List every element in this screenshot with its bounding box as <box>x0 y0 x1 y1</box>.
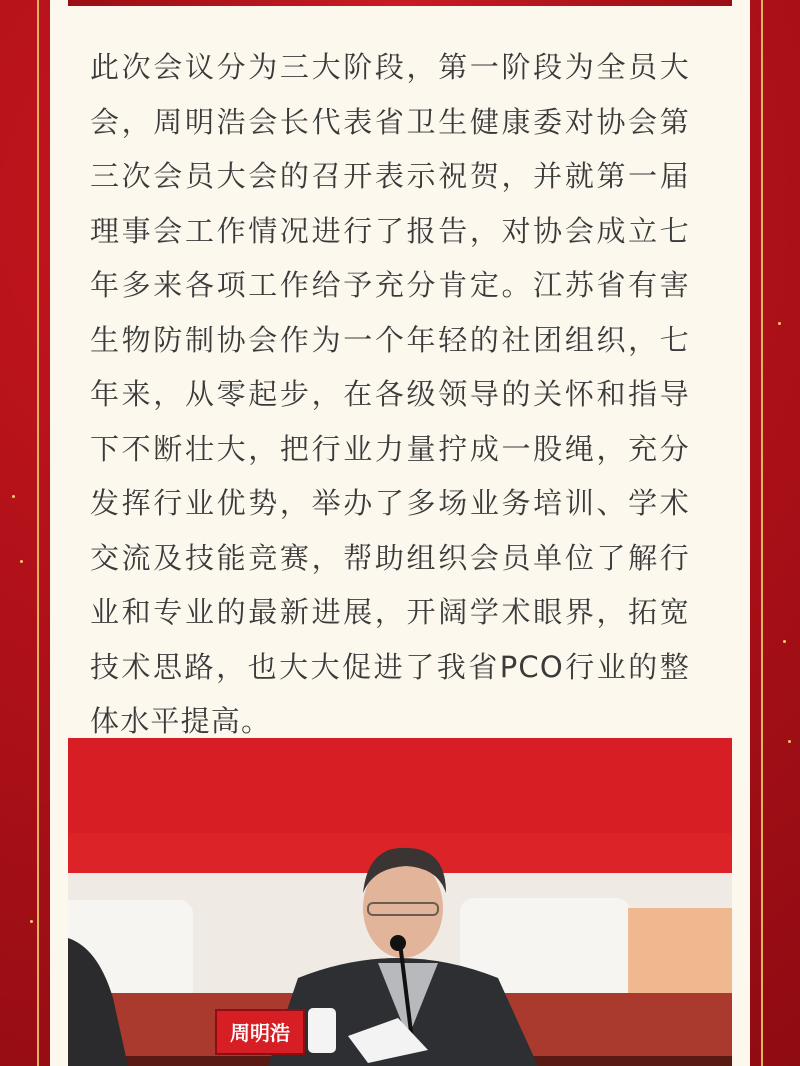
article-card <box>50 0 750 1066</box>
top-image-edge <box>68 0 732 6</box>
sparkle-decoration <box>783 640 786 643</box>
article-paragraph: 此次会议分为三大阶段，第一阶段为全员大会，周明浩会长代表省卫生健康委对协会第三次会员大会的召开表示祝贺，并就第一届理事会工作情况进行了报告，对协会成立七年多来各项工作给予充分肯定。江苏省有害生物防制协会作为一个年轻的社团组织，七年来，从零起步，在各级领导的关怀和指导下不断壮大，把行业力量拧成一股绳，充分发挥行业优势，举办了多场业务培训、学术交流及技能竞赛，帮助组织会员单位了解行业和专业的最新进展，开阔学术眼界，拓宽技术思路，也大大促进了我省PCO行业的整体水平提高。 <box>90 50 690 738</box>
left-gold-border <box>37 0 39 1066</box>
sparkle-decoration <box>20 560 23 563</box>
meeting-photo <box>68 738 732 1066</box>
nameplate-text: 周明浩 <box>230 1023 290 1045</box>
sparkle-decoration <box>778 322 781 325</box>
sparkle-decoration <box>788 740 791 743</box>
right-gold-border <box>761 0 763 1066</box>
sparkle-decoration <box>12 495 15 498</box>
sparkle-decoration <box>30 920 33 923</box>
